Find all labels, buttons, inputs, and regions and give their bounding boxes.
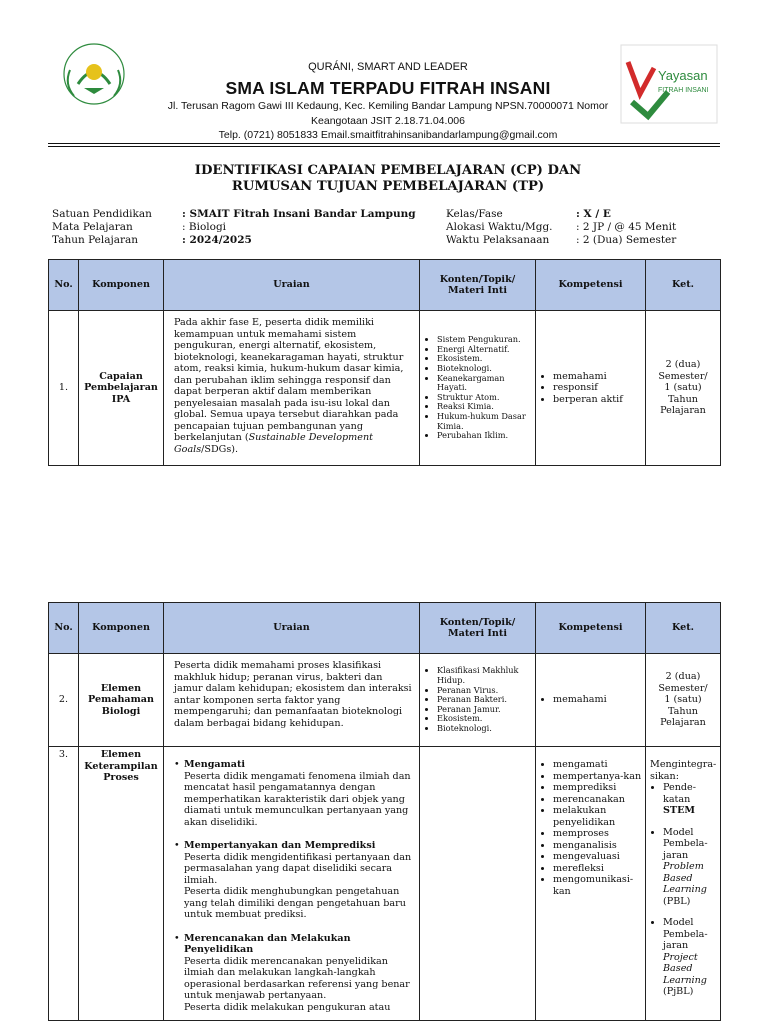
header-divider: [48, 143, 720, 144]
meta-value: : 2 JP / @ 45 Menit: [576, 221, 677, 233]
konten-item: • Ekosistem.: [437, 714, 534, 724]
meta-label: Kelas/Fase: [446, 208, 503, 220]
table-header-row: [49, 603, 721, 654]
title-line-2: RUMUSAN TUJUAN PEMBELAJARAN (TP): [231, 178, 545, 194]
col-konten-1: Konten/Topik/: [439, 273, 516, 285]
col-kompetensi: Kompetensi: [536, 260, 646, 311]
address-line-3: Telp. (0721) 8051833 Email.smaitfitrahinsanibandarlampung@gmail.com: [218, 129, 558, 141]
col-ket: Ket.: [646, 260, 721, 311]
kompetensi-item: • mempertanya-kan: [553, 771, 644, 783]
meta-label: Waktu Pelaksanaan: [446, 234, 550, 246]
address-line-2: Keangotaan JSIT 2.18.71.04.006: [311, 114, 465, 127]
ket-item-abbr: (PBL): [663, 895, 691, 907]
table-header-row: [49, 260, 721, 311]
section-text: Peserta didik melakukan pengukuran atau: [184, 1001, 391, 1013]
ket-line: Semester/: [658, 370, 708, 382]
ket-line: 2 (dua): [665, 671, 701, 683]
komponen-line: Biologi: [101, 705, 141, 717]
meta-label: Tahun Pelajaran: [52, 234, 139, 246]
konten-item: • Reaksi Kimia.: [437, 402, 534, 412]
table-row: [49, 747, 721, 1021]
komponen-line: IPA: [111, 393, 131, 405]
row-kompetensi: [536, 747, 646, 1021]
meta-value: : SMAIT Fitrah Insani Bandar Lampung: [182, 208, 416, 220]
konten-item: • Peranan Virus.: [437, 686, 534, 696]
kompetensi-item: • memahami: [553, 694, 644, 706]
row-no: 2.: [49, 654, 79, 747]
meta-label: Satuan Pendidikan: [52, 208, 152, 220]
konten-item: • Peranan Bakteri.: [437, 695, 534, 705]
col-uraian: Uraian: [164, 603, 420, 654]
konten-item: • Klasifikasi Makhluk Hidup.: [437, 666, 534, 685]
section-text: Peserta didik mengidentifikasi pertanyaan dan permasalahan yang dapat diselidiki secara ilmiah.: [184, 851, 412, 886]
col-konten-2: Materi Inti: [448, 628, 507, 639]
konten-item: • Hukum-hukum Dasar Kimia.: [437, 412, 534, 431]
komponen-line: Pembelajaran: [84, 382, 158, 394]
row-komponen: [79, 747, 164, 1021]
section-mengamati: [174, 759, 413, 828]
section-mempertanyakan: [174, 840, 413, 921]
col-konten-1: Konten/Topik/: [439, 616, 516, 628]
komponen-line: Proses: [103, 772, 139, 783]
school-tagline: QURÁNI, SMART AND LEADER: [308, 61, 468, 73]
foundation-logo-sub: FITRAH INSANI: [658, 87, 709, 94]
foundation-logo: [620, 44, 718, 124]
section-text: Peserta didik merencanakan penyelidikan ilmiah dan melakukan langkah-langkah operasional berdasarkan referensi yang benar untuk menjawab pertanyaan.: [184, 955, 410, 1001]
kompetensi-item: • responsif: [553, 382, 644, 394]
komponen-line: Elemen: [100, 682, 142, 694]
section-title: • Mempertanyakan dan Memprediksi: [184, 840, 376, 851]
col-komponen: Komponen: [79, 260, 164, 311]
uraian-text: Pada akhir fase E, peserta didik memiliki kemampuan untuk memahami sistem pengukuran, energi alternatif, ekosistem, bioteknologi, keanekaragaman hayati, struktur atom, reaksi kimia, hukum-hukum dasar kimia, dan perubahan iklim sehingga responsif dan dapat berperan aktif dalam memberikan penyelesaian masalah pada isu-isu lokal dan global. Semua upaya tersebut diarahkan pada pencapaian tujuan pembangunan yang berkelanjutan (: [174, 317, 404, 443]
cp-table-1: [48, 259, 721, 466]
ket-line: Tahun: [668, 705, 698, 717]
kompetensi-item: • memproses: [553, 828, 644, 840]
konten-item: • Struktur Atom.: [437, 393, 534, 403]
ket-item-name: Problem Based Learning: [663, 861, 707, 895]
row-uraian: [164, 747, 420, 1021]
ket-line: Tahun: [668, 393, 698, 405]
ket-line: Pelajaran: [660, 405, 706, 417]
section-text: Peserta didik menghubungkan pengetahuan yang telah dimiliki dengan pengetahuan baru untuk membuat prediksi.: [184, 886, 406, 920]
konten-item: • Keanekargaman Hayati.: [437, 374, 534, 393]
school-address: [160, 99, 616, 143]
col-ket: Ket.: [646, 603, 721, 654]
row-no: 1.: [49, 311, 79, 466]
col-konten-2: Materi Inti: [448, 285, 507, 296]
foundation-logo-text: Yayasan: [658, 68, 708, 83]
kompetensi-item: • menganalisis: [553, 840, 644, 852]
section-text: Peserta didik mengamati fenomena ilmiah dan mencatat hasil pengamatannya dengan memperhatikan karakteristik dari objek yang diamati untuk memunculkan pertanyaan yang akan diselidiki.: [184, 770, 411, 828]
table-row: [49, 311, 721, 466]
row-komponen: [79, 311, 164, 466]
header-divider-2: [48, 146, 720, 147]
konten-item: • Energi Alternatif.: [437, 345, 534, 355]
meta-value: : 2024/2025: [182, 234, 252, 246]
page-title: [120, 163, 656, 194]
section-merencanakan: [174, 933, 413, 1014]
row-komponen: [79, 654, 164, 747]
ket-line: 2 (dua): [665, 359, 701, 371]
kompetensi-item: • memprediksi: [553, 782, 644, 794]
address-line-1: Jl. Terusan Ragom Gawi III Kedaung, Kec. Kemiling Bandar Lampung NPSN.70000071 Nomor: [167, 100, 609, 112]
row-ket: [646, 747, 721, 1021]
komponen-line: Pemahaman: [88, 694, 154, 706]
row-uraian: Peserta didik memahami proses klasifikasi makhluk hidup; peranan virus, bakteri dan jamur dalam kehidupan; ekosistem dan interaksi antar komponen serta faktor yang mempengaruhi; dan pemanfaatan bioteknologi dalam berbagai bidang kehidupan.: [164, 654, 420, 747]
konten-item: • Bioteknologi.: [437, 724, 534, 734]
kompetensi-item: • merefleksi: [553, 863, 644, 875]
meta-right: [446, 208, 676, 247]
col-kompetensi: Kompetensi: [536, 603, 646, 654]
kompetensi-item: • mengevaluasi: [553, 851, 644, 863]
meta-value: : Biologi: [182, 221, 227, 233]
kompetensi-item: • memahami: [553, 371, 644, 383]
kompetensi-item: • berperan aktif: [553, 394, 644, 406]
row-kompetensi: [536, 311, 646, 466]
col-konten: [420, 260, 536, 311]
ket-item-label: • Model Pembela-jaran: [663, 917, 708, 951]
meta-label: Alokasi Waktu/Mgg.: [446, 221, 553, 233]
ket-line: Pelajaran: [660, 717, 706, 729]
meta-label: Mata Pelajaran: [52, 221, 133, 233]
komponen-line: Keterampilan: [84, 760, 158, 772]
school-name: SMA ISLAM TERPADU FITRAH INSANI: [225, 78, 551, 98]
section-title: • Merencanakan dan Melakukan Penyelidikan: [184, 932, 351, 955]
row-ket: [646, 311, 721, 466]
konten-item: • Perubahan Iklim.: [437, 431, 534, 441]
ket-line: 1 (satu): [664, 382, 702, 394]
table-row: [49, 654, 721, 747]
row-kompetensi: [536, 654, 646, 747]
meta-left: [52, 208, 416, 247]
row-ket: [646, 654, 721, 747]
kompetensi-item: • melakukan penyelidikan: [553, 805, 644, 828]
komponen-line: Capaian: [99, 370, 143, 382]
kompetensi-item: • merencanakan: [553, 794, 644, 806]
ket-item: [663, 782, 718, 817]
ket-line: 1 (satu): [664, 694, 702, 706]
ket-item-name: STEM: [663, 805, 695, 816]
row-no: 3.: [49, 747, 79, 1021]
ket-item-abbr: (PjBL): [663, 986, 694, 997]
row-konten: [420, 747, 536, 1021]
title-line-1: IDENTIFIKASI CAPAIAN PEMBELAJARAN (CP) DAN: [194, 163, 582, 178]
col-no: No.: [49, 260, 79, 311]
konten-item: • Sistem Pengukuran.: [437, 335, 534, 345]
row-konten: [420, 311, 536, 466]
col-komponen: Komponen: [79, 603, 164, 654]
cp-table-2: [48, 602, 721, 1021]
konten-item: • Peranan Jamur.: [437, 705, 534, 715]
ket-item-label: • Model Pembela-jaran: [663, 826, 708, 861]
col-konten: [420, 603, 536, 654]
uraian-italic: Sustainable Development Goals: [174, 432, 373, 455]
col-uraian: Uraian: [164, 260, 420, 311]
meta-value: : X / E: [576, 208, 611, 220]
section-title: • Mengamati: [184, 759, 246, 770]
ket-intro: Mengintegra-sikan:: [650, 759, 717, 782]
konten-item: • Ekosistem.: [437, 354, 534, 364]
ket-item: [663, 827, 718, 908]
konten-item: • Bioteknologi.: [437, 364, 534, 374]
ket-item: [663, 917, 718, 998]
ket-item-name: Project Based Learning: [663, 951, 707, 986]
col-no: No.: [49, 603, 79, 654]
row-konten: [420, 654, 536, 747]
row-uraian: [164, 311, 420, 466]
meta-value: : 2 (Dua) Semester: [576, 234, 677, 246]
kompetensi-item: • mengomunikasi-kan: [553, 874, 644, 897]
school-logo: [50, 40, 138, 120]
ket-item-label: • Pende-katan: [663, 782, 696, 805]
komponen-line: Elemen: [100, 749, 142, 760]
uraian-end: /SDGs).: [201, 443, 239, 455]
kompetensi-item: • mengamati: [553, 759, 644, 771]
ket-line: Semester/: [658, 682, 708, 694]
